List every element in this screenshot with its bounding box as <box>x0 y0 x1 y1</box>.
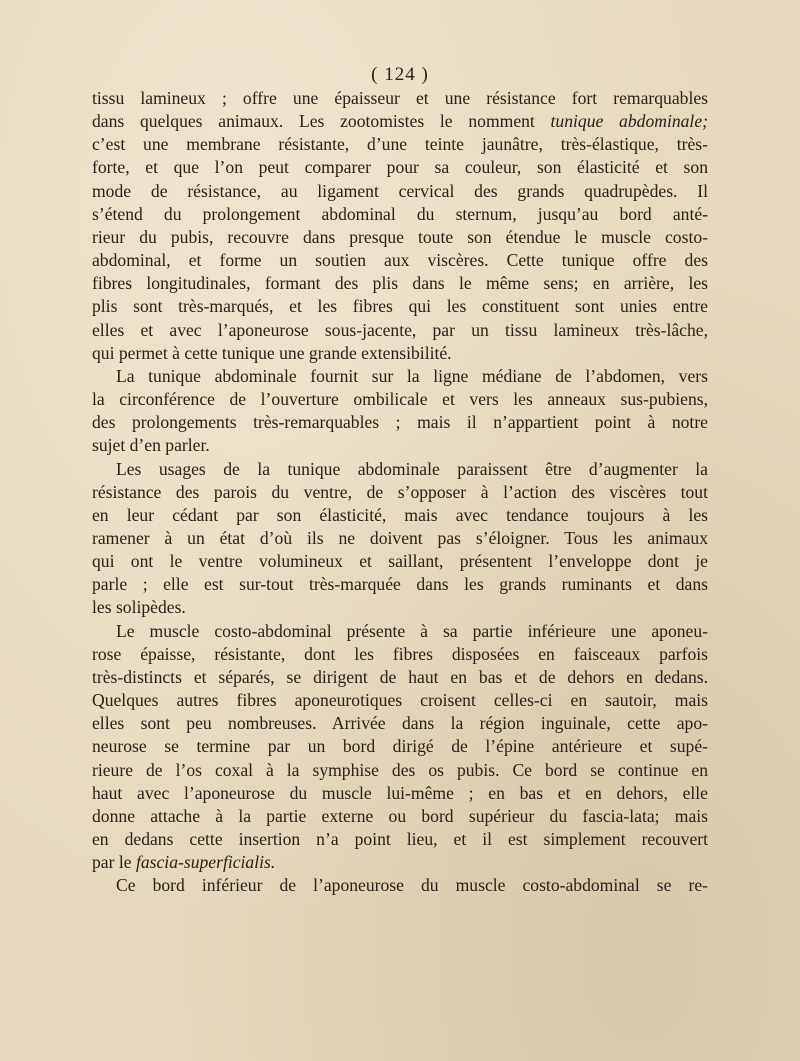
text-line: plis sont très-marqués, et les fibres qui les constituent sont unies entre <box>92 296 708 317</box>
text-line: s’étend du prolongement abdominal du sternum, jusqu’au bord anté- <box>92 203 708 224</box>
text-line: rieur du pubis, recouvre dans presque toute son étendue le muscle costo- <box>92 226 708 247</box>
text-line: qui permet à cette tunique une grande extensibilité. <box>92 342 452 363</box>
text-line: en dedans cette insertion n’a point lieu, et il est simplement recouvert <box>92 829 708 849</box>
italic-term: tunique abdominale; <box>550 111 708 132</box>
text-line: qui ont le ventre volumineux et saillant, présentent l’enveloppe dont je <box>92 551 708 572</box>
text-line: mode de résistance, au ligament cervical des grands quadrupèdes. Il <box>92 180 708 201</box>
text-line: tissu lamineux ; offre une épaisseur et une résistance fort remarquables <box>92 88 708 108</box>
text-segment: dans quelques animaux. Les zootomistes le nomment <box>92 111 551 132</box>
text-line <box>92 110 708 133</box>
text-line: elles sont peu nombreuses. Arrivée dans la région inguinale, cette apo- <box>92 713 708 734</box>
text-line: donne attache à la partie externe ou bord supérieur du fascia-lata; mais <box>92 805 708 826</box>
text-line: haut avec l’aponeurose du muscle lui-même ; en bas et en dehors, elle <box>92 782 708 803</box>
text-line: c’est une membrane résistante, d’une teinte jaunâtre, très-élastique, très- <box>92 134 708 155</box>
text-line: fibres longitudinales, formant des plis dans le même sens; en arrière, les <box>92 273 708 294</box>
text-line: des prolongements très-remarquables ; mais il n’appartient point à notre <box>92 412 708 433</box>
text-line: les solipèdes. <box>92 597 186 618</box>
text-line: la circonférence de l’ouverture ombilicale et vers les anneaux sus-pubiens, <box>92 389 708 410</box>
italic-term: fascia-superficialis. <box>135 852 276 873</box>
page-number: ( 124 ) <box>371 64 429 85</box>
text-line: Ce bord inférieur de l’aponeurose du muscle costo-abdominal se re- <box>116 875 708 896</box>
text-line: très-distincts et séparés, se dirigent de haut en bas et de dehors en dedans. <box>92 666 708 687</box>
text-line: ramener à un état d’où ils ne doivent pas s’éloigner. Tous les animaux <box>92 527 708 548</box>
text-line: parle ; elle est sur-tout très-marquée dans les grands ruminants et dans <box>92 574 708 595</box>
text-line: sujet d’en parler. <box>92 435 210 456</box>
text-line: La tunique abdominale fournit sur la ligne médiane de l’abdomen, vers <box>116 365 708 386</box>
text-line: Quelques autres fibres aponeurotiques croisent celles-ci en sautoir, mais <box>92 690 708 711</box>
text-line: résistance des parois du ventre, de s’opposer à l’action des viscères tout <box>92 481 708 502</box>
text-line: forte, et que l’on peut comparer pour sa couleur, son élasticité et son <box>92 157 708 178</box>
text-line: neurose se termine par un bord dirigé de l’épine antérieure et supé- <box>92 736 708 757</box>
body-text <box>92 87 708 897</box>
text-line: rose épaisse, résistante, dont les fibres disposées en faisceaux parfois <box>92 643 708 664</box>
text-segment: par le <box>92 852 136 873</box>
text-line: rieure de l’os coxal à la symphise des os pubis. Ce bord se continue en <box>92 759 708 780</box>
text-line: Le muscle costo-abdominal présente à sa partie inférieure une aponeu- <box>116 620 708 641</box>
text-line: Les usages de la tunique abdominale paraissent être d’augmenter la <box>116 458 708 479</box>
text-line: en leur cédant par son élasticité, mais avec tendance toujours à les <box>92 504 708 525</box>
text-line <box>92 851 708 874</box>
text-line: elles et avec l’aponeurose sous-jacente, par un tissu lamineux très-lâche, <box>92 319 708 340</box>
text-line: abdominal, et forme un soutien aux viscères. Cette tunique offre des <box>92 250 708 271</box>
